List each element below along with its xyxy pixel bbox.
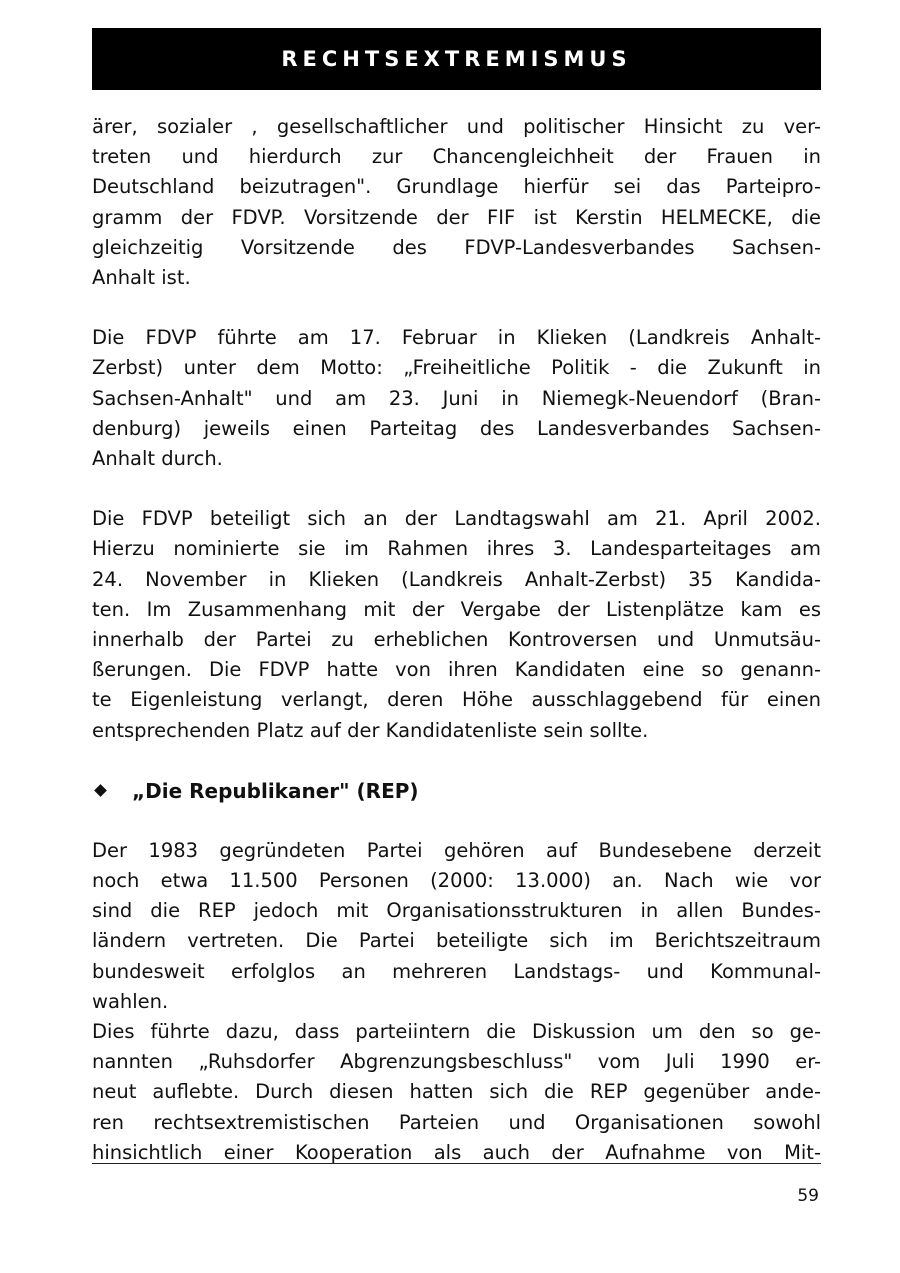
paragraph-landtagswahl — [92, 504, 821, 746]
header-bar — [92, 28, 821, 90]
text-line: gleichzeitig Vorsitzende des FDVP-Landesverbandes Sachsen- — [92, 235, 821, 259]
text-line: bundesweit erfolglos an mehreren Landstags- und Kommunal- — [92, 959, 821, 983]
text-line: sind die REP jedoch mit Organisationsstrukturen in allen Bundes- — [92, 899, 821, 923]
page-title: RECHTSEXTREMISMUS — [281, 47, 632, 71]
diamond-bullet-icon — [94, 784, 107, 797]
text-line: ßerungen. Die FDVP hatte von ihren Kandidaten eine so genann- — [92, 658, 821, 682]
text-line: Sachsen-Anhalt" und am 23. Juni in Niemegk-Neuendorf (Bran- — [92, 386, 821, 410]
section-heading-text: „Die Republikaner" (REP) — [132, 778, 419, 803]
text-line: Dies führte dazu, dass parteiintern die Diskussion um den so ge- — [92, 1020, 821, 1044]
paragraph-rep-mitglieder — [92, 836, 821, 1017]
section-heading — [92, 776, 821, 806]
paragraph-parteitag — [92, 323, 821, 474]
text-line: ärer, sozialer , gesellschaftlicher und politischer Hinsicht zu ver- — [92, 115, 821, 138]
paragraph-spacer — [92, 474, 821, 504]
text-line: Anhalt ist. — [92, 266, 191, 290]
text-line: denburg) jeweils einen Parteitag des Landesverbandes Sachsen- — [92, 416, 821, 440]
page-number: 59 — [797, 1186, 819, 1206]
text-line: Die FDVP führte am 17. Februar in Klieken (Landkreis Anhalt- — [92, 326, 821, 350]
paragraph-fif — [92, 112, 821, 293]
text-line: innerhalb der Partei zu erheblichen Kontroversen und Unmutsäu- — [92, 628, 821, 652]
text-line: entsprechenden Platz auf der Kandidatenliste sein sollte. — [92, 718, 649, 742]
paragraph-spacer — [92, 746, 821, 776]
text-line: gramm der FDVP. Vorsitzende der FIF ist Kerstin HELMECKE, die — [92, 205, 821, 229]
text-line: ten. Im Zusammenhang mit der Vergabe der Listenplätze kam es — [92, 597, 821, 621]
text-line: Der 1983 gegründeten Partei gehören auf Bundesebene derzeit — [92, 838, 821, 862]
text-line: Anhalt durch. — [92, 447, 223, 471]
paragraph-spacer — [92, 806, 821, 836]
text-line: Hierzu nominierte sie im Rahmen ihres 3. Landesparteitages am — [92, 537, 821, 561]
paragraph-spacer — [92, 293, 821, 323]
text-line: wahlen. — [92, 989, 169, 1013]
text-line: ländern vertreten. Die Partei beteiligte sich im Berichtszeitraum — [92, 929, 821, 953]
paragraph-rep-abgrenzung — [92, 1017, 821, 1168]
text-line: treten und hierdurch zur Chancengleichheit der Frauen in — [92, 145, 821, 169]
text-line: Deutschland beizutragen". Grundlage hierfür sei das Parteipro- — [92, 175, 821, 199]
text-line: nannten „Ruhsdorfer Abgrenzungsbeschluss" vom Juli 1990 er- — [92, 1050, 821, 1074]
text-line: te Eigenleistung verlangt, deren Höhe ausschlaggebend für einen — [92, 688, 821, 712]
text-line: Die FDVP beteiligt sich an der Landtagswahl am 21. April 2002. — [92, 507, 821, 531]
text-line: 24. November in Klieken (Landkreis Anhalt-Zerbst) 35 Kandida- — [92, 567, 821, 591]
text-line: neut auflebte. Durch diesen hatten sich die REP gegenüber ande- — [92, 1080, 821, 1104]
text-line: noch etwa 11.500 Personen (2000: 13.000) an. Nach wie vor — [92, 869, 821, 893]
text-line: hinsichtlich einer Kooperation als auch der Aufnahme von Mit- — [92, 1140, 821, 1164]
text-line: ren rechtsextremistischen Parteien und Organisationen sowohl — [92, 1110, 821, 1134]
footer-rule — [92, 1163, 821, 1164]
page-content — [92, 112, 821, 1168]
text-line: Zerbst) unter dem Motto: „Freiheitliche Politik - die Zukunft in — [92, 356, 821, 380]
